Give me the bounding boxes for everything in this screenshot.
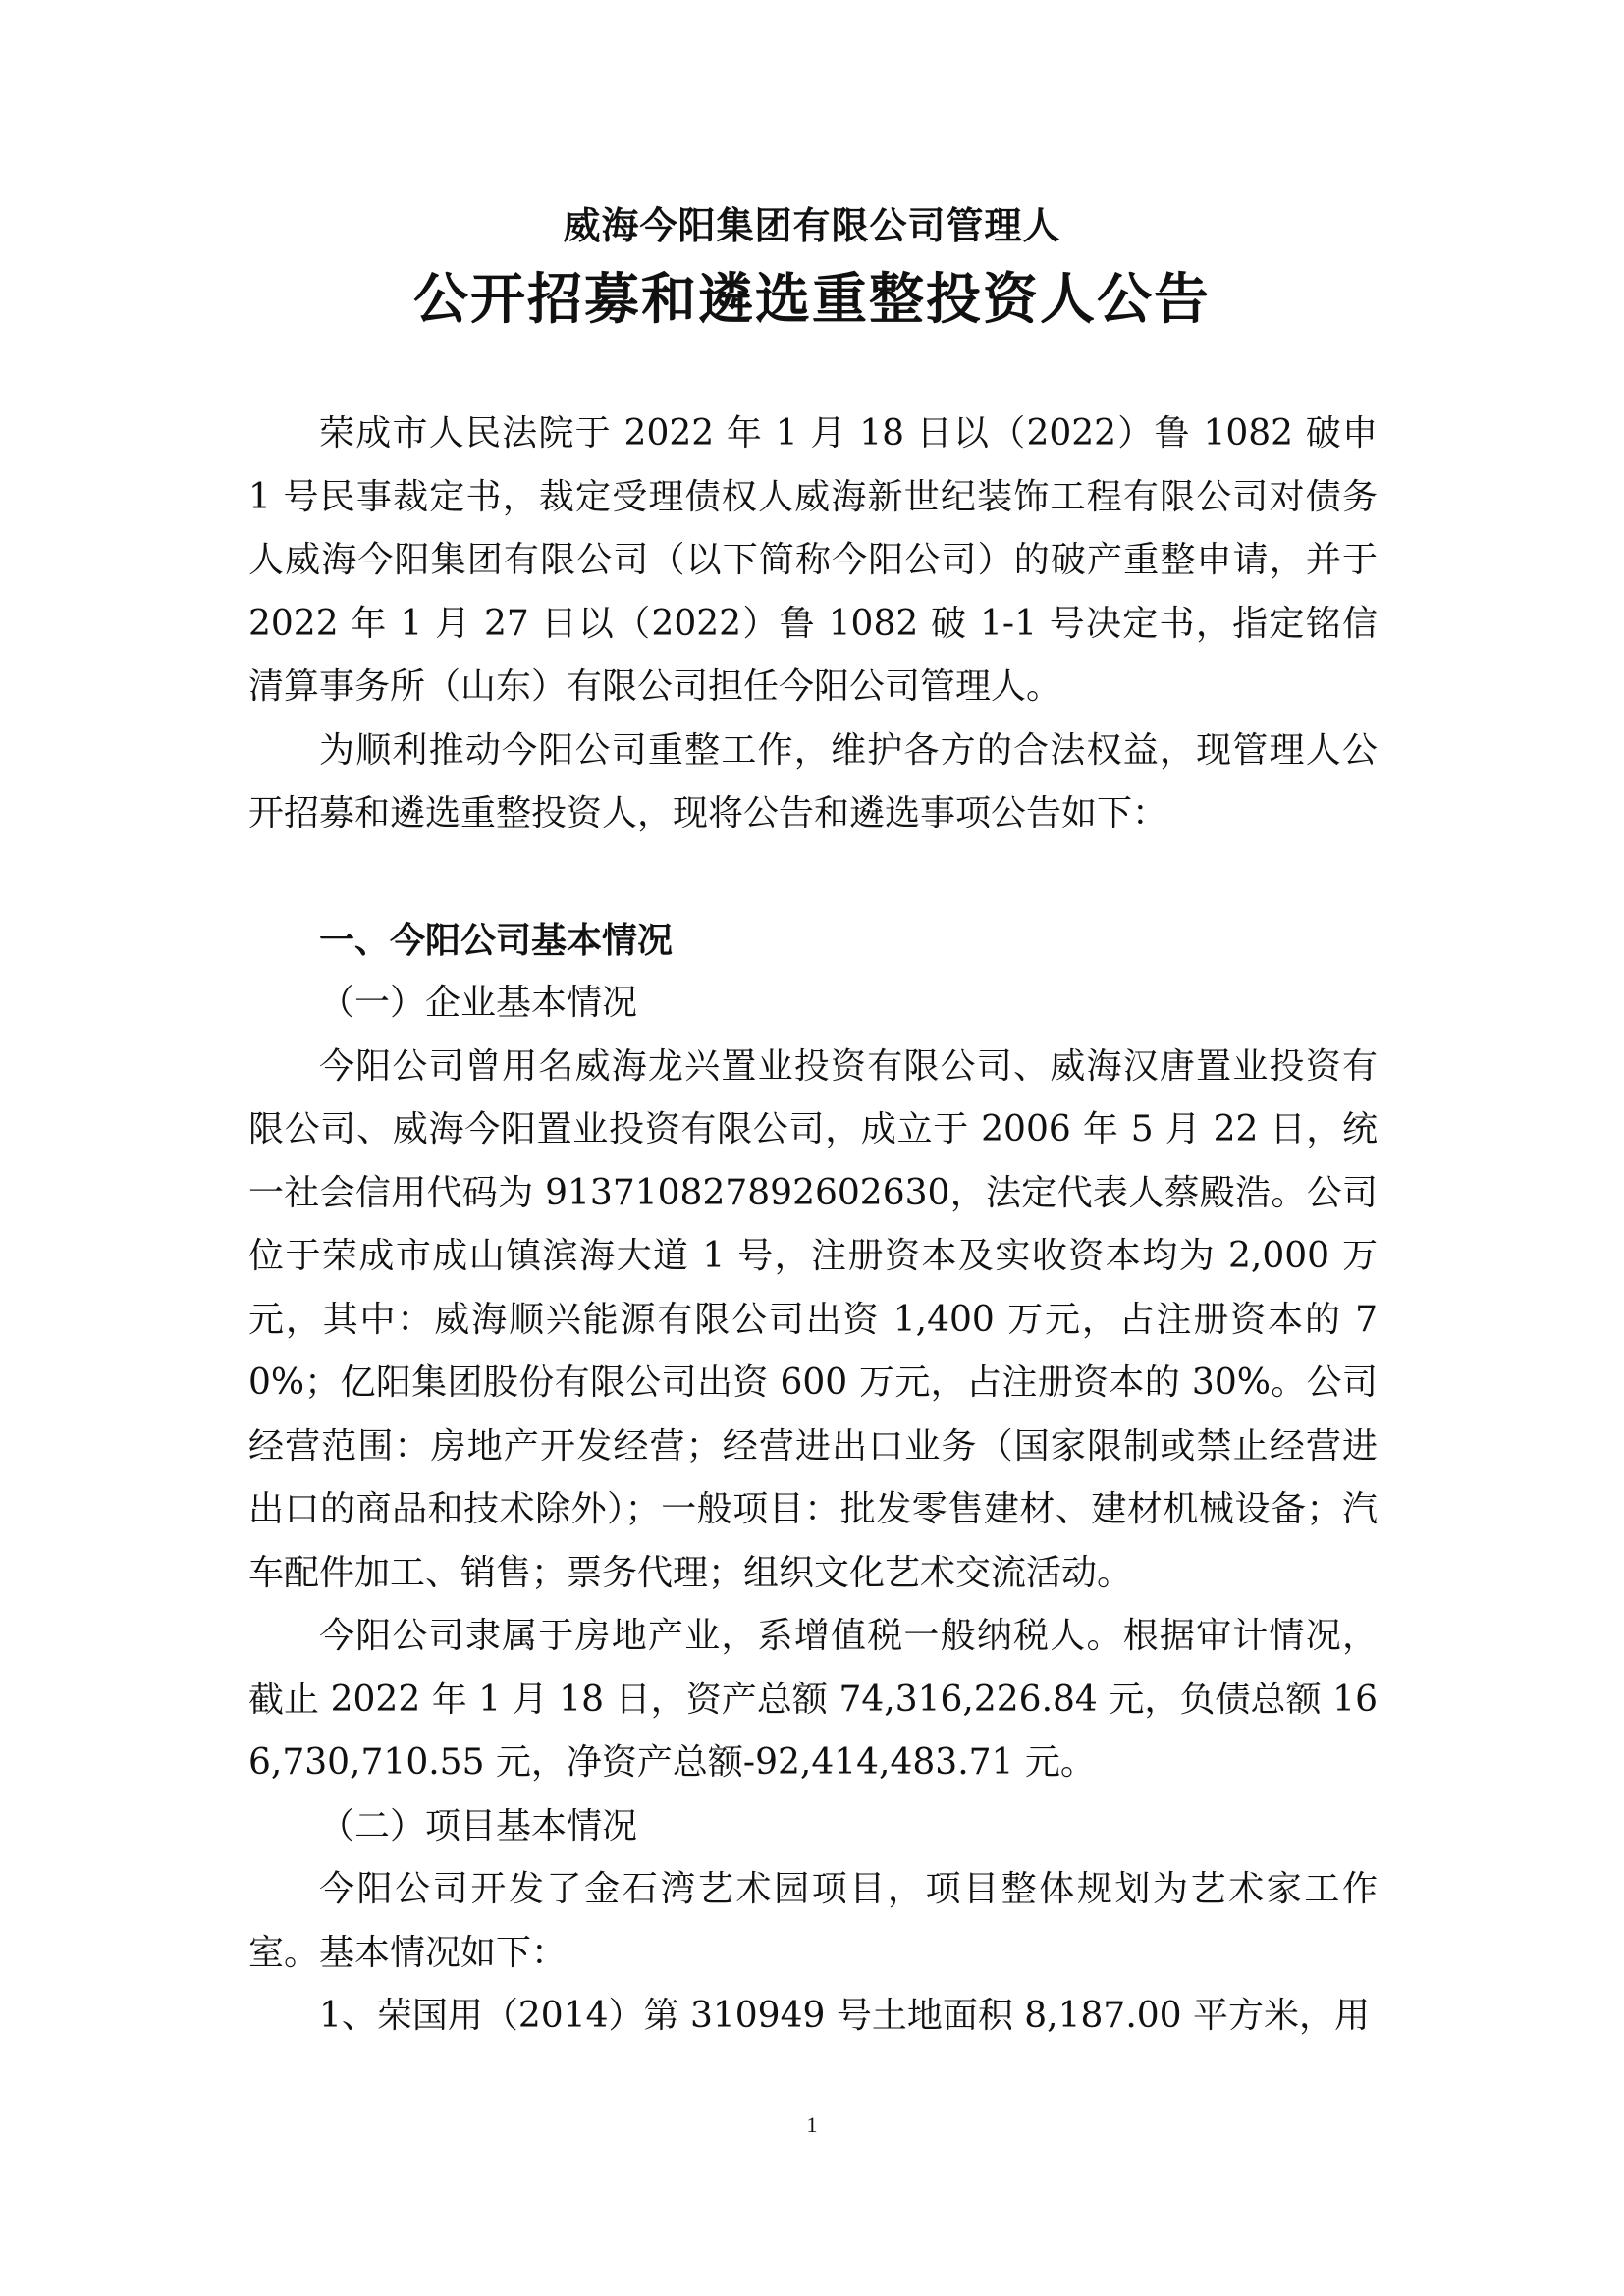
section-1-subheading-2: （二）项目基本情况: [319, 1805, 638, 1846]
section-1-subheading-1: （一）企业基本情况: [319, 983, 638, 1023]
document-title-line2: 公开招募和遴选重整投资人公告: [413, 267, 1211, 332]
company-info-paragraph: 今阳公司曾用名威海龙兴置业投资有限公司、威海汉唐置业投资有限公司、威海今阳置业投资有限公司，成立于 2006 年 5 月 22 日，统一社会信用代码为 913710827892602630，法定代表人蔡殿浩。公司位于荣成市成山镇滨海大道 1 号，注册资本及实收资本均为 2,000 万元，其中：威海顺兴能源有限公司出资 1,400 万元，占注册资本的 70%；亿阳集团股份有限公司出资 600 万元，占注册资本的 30%。公司经营范围：房地产开发经营；经营进出口业务（国家限制或禁止经营进出口的商品和技术除外）；一般项目：批发零售建材、建材机械设备；汽车配件加工、销售；票务代理；组织文化艺术交流活动。: [248, 1045, 1378, 1593]
intro-paragraph-2: 为顺利推动今阳公司重整工作，维护各方的合法权益，现管理人公开招募和遴选重整投资人，现将公告和遴选事项公告如下：: [248, 729, 1378, 833]
document-body: [248, 402, 1378, 2049]
section-1-heading: 一、今阳公司基本情况: [319, 919, 674, 961]
page-number: 1: [806, 2112, 818, 2137]
intro-paragraph-1: 荣成市人民法院于 2022 年 1 月 18 日以（2022）鲁 1082 破申 1 号民事裁定书，裁定受理债权人威海新世纪装饰工程有限公司对债务人威海今阳集团有限公司（以下简称今阳公司）的破产重整申请，并于 2022 年 1 月 27 日以（2022）鲁 1082 破 1-1 号决定书，指定铭信清算事务所（山东）有限公司担任今阳公司管理人。: [248, 413, 1378, 707]
section-gap: [248, 846, 1378, 909]
document-title-line1: 威海今阳集团有限公司管理人: [563, 203, 1061, 247]
land-paragraph: 1、荣国用（2014）第 310949 号土地面积 8,187.00 平方米，用: [319, 1996, 1371, 2036]
financial-paragraph: 今阳公司隶属于房地产业，系增值税一般纳税人。根据审计情况，截止 2022 年 1 月 18 日，资产总额 74,316,226.84 元，负债总额 166,730,710.55 元，净资产总额-92,414,483.71 元。: [248, 1616, 1378, 1783]
project-paragraph: 今阳公司开发了金石湾艺术园项目，项目整体规划为艺术家工作室。基本情况如下：: [248, 1869, 1378, 1973]
